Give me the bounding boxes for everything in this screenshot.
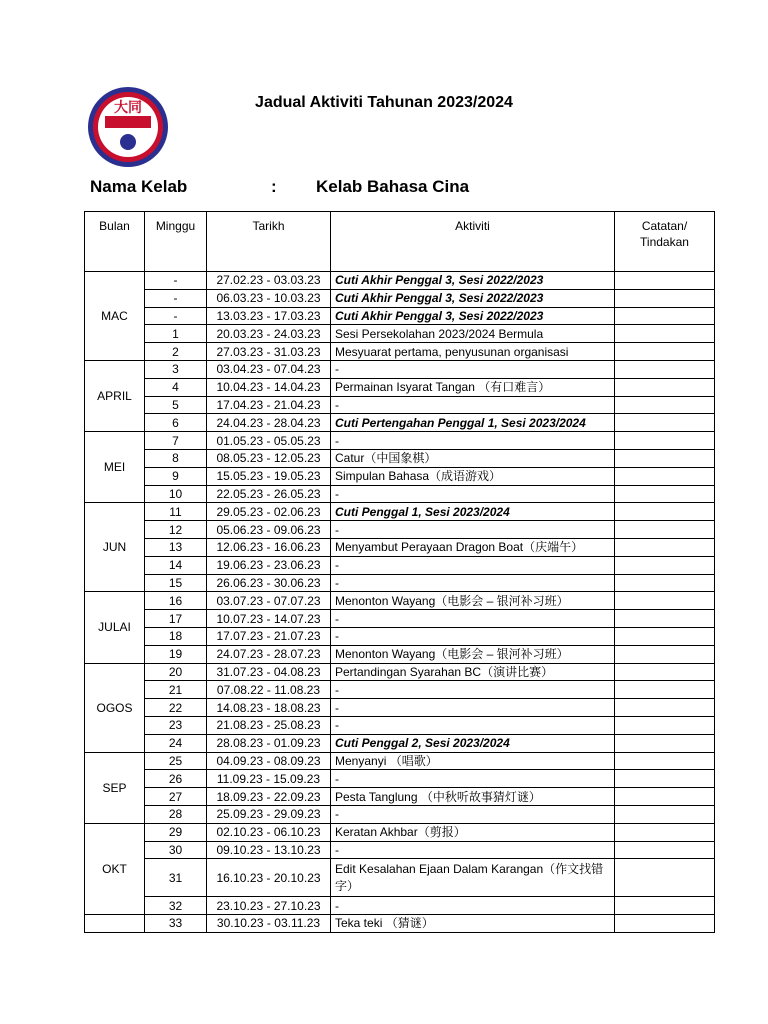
cell-minggu: 29: [145, 823, 207, 841]
table-row: [85, 805, 715, 823]
cell-aktiviti: -: [331, 485, 615, 503]
cell-tarikh: 18.09.23 - 22.09.23: [207, 788, 331, 806]
table-row: [85, 414, 715, 432]
cell-bulan: MEI: [85, 432, 145, 503]
cell-minggu: 6: [145, 414, 207, 432]
cell-aktiviti: -: [331, 396, 615, 414]
cell-aktiviti: -: [331, 805, 615, 823]
cell-aktiviti: Cuti Akhir Penggal 3, Sesi 2022/2023: [331, 289, 615, 307]
cell-aktiviti: Menyambut Perayaan Dragon Boat（庆端午）: [331, 538, 615, 556]
cell-bulan: JULAI: [85, 592, 145, 663]
cell-tarikh: 24.04.23 - 28.04.23: [207, 414, 331, 432]
cell-catatan: [615, 610, 715, 628]
cell-tarikh: 15.05.23 - 19.05.23: [207, 467, 331, 485]
cell-aktiviti: -: [331, 897, 615, 915]
cell-aktiviti: Sesi Persekolahan 2023/2024 Bermula: [331, 325, 615, 343]
cell-aktiviti: Menonton Wayang（电影会 – 银河补习班）: [331, 592, 615, 610]
cell-minggu: 23: [145, 716, 207, 734]
cell-tarikh: 10.07.23 - 14.07.23: [207, 610, 331, 628]
cell-minggu: 18: [145, 627, 207, 645]
cell-catatan: [615, 289, 715, 307]
cell-minggu: 10: [145, 485, 207, 503]
table-row: [85, 897, 715, 915]
cell-catatan: [615, 645, 715, 663]
cell-tarikh: 01.05.23 - 05.05.23: [207, 432, 331, 450]
header-catatan-line1: Catatan/: [641, 219, 688, 233]
cell-tarikh: 10.04.23 - 14.04.23: [207, 378, 331, 396]
cell-catatan: [615, 521, 715, 539]
cell-catatan: [615, 663, 715, 681]
table-row: [85, 360, 715, 378]
table-row: [85, 538, 715, 556]
cell-minggu: 27: [145, 788, 207, 806]
cell-aktiviti: -: [331, 521, 615, 539]
cell-catatan: [615, 752, 715, 770]
cell-aktiviti: -: [331, 770, 615, 788]
cell-aktiviti: -: [331, 432, 615, 450]
cell-tarikh: 11.09.23 - 15.09.23: [207, 770, 331, 788]
cell-aktiviti: -: [331, 556, 615, 574]
cell-tarikh: 08.05.23 - 12.05.23: [207, 449, 331, 467]
table-row: [85, 770, 715, 788]
cell-tarikh: 20.03.23 - 24.03.23: [207, 325, 331, 343]
cell-tarikh: 19.06.23 - 23.06.23: [207, 556, 331, 574]
cell-minggu: 25: [145, 752, 207, 770]
cell-aktiviti: Cuti Akhir Penggal 3, Sesi 2022/2023: [331, 307, 615, 325]
header-tarikh: Tarikh: [207, 212, 331, 272]
cell-catatan: [615, 681, 715, 699]
cell-aktiviti: Mesyuarat pertama, penyusunan organisasi: [331, 343, 615, 361]
schedule-table: [84, 211, 715, 933]
cell-tarikh: 04.09.23 - 08.09.23: [207, 752, 331, 770]
table-row: [85, 307, 715, 325]
cell-catatan: [615, 805, 715, 823]
cell-catatan: [615, 449, 715, 467]
table-row: [85, 645, 715, 663]
cell-minggu: 12: [145, 521, 207, 539]
cell-minggu: 20: [145, 663, 207, 681]
table-row: [85, 272, 715, 290]
cell-aktiviti: Edit Kesalahan Ejaan Dalam Karangan（作文找错字）: [331, 859, 615, 897]
cell-aktiviti: -: [331, 627, 615, 645]
table-row: [85, 627, 715, 645]
table-row: [85, 841, 715, 859]
cell-minggu: 9: [145, 467, 207, 485]
header-catatan: [615, 212, 715, 272]
table-row: [85, 610, 715, 628]
table-row: [85, 432, 715, 450]
cell-aktiviti: Pesta Tanglung （中秋听故事猜灯谜）: [331, 788, 615, 806]
table-row: [85, 592, 715, 610]
table-row: [85, 681, 715, 699]
cell-minggu: 30: [145, 841, 207, 859]
cell-catatan: [615, 841, 715, 859]
cell-aktiviti: -: [331, 610, 615, 628]
cell-catatan: [615, 574, 715, 592]
cell-minggu: 2: [145, 343, 207, 361]
table-row: [85, 699, 715, 717]
cell-minggu: 16: [145, 592, 207, 610]
cell-tarikh: 13.03.23 - 17.03.23: [207, 307, 331, 325]
table-row: [85, 556, 715, 574]
table-row: [85, 396, 715, 414]
cell-catatan: [615, 360, 715, 378]
cell-tarikh: 31.07.23 - 04.08.23: [207, 663, 331, 681]
cell-tarikh: 24.07.23 - 28.07.23: [207, 645, 331, 663]
cell-tarikh: 22.05.23 - 26.05.23: [207, 485, 331, 503]
cell-minggu: -: [145, 289, 207, 307]
cell-tarikh: 05.06.23 - 09.06.23: [207, 521, 331, 539]
cell-catatan: [615, 770, 715, 788]
cell-catatan: [615, 897, 715, 915]
cell-minggu: 19: [145, 645, 207, 663]
cell-catatan: [615, 467, 715, 485]
table-row: [85, 574, 715, 592]
cell-aktiviti: Simpulan Bahasa（成语游戏）: [331, 467, 615, 485]
header-minggu: Minggu: [145, 212, 207, 272]
cell-aktiviti: -: [331, 360, 615, 378]
cell-tarikh: 03.04.23 - 07.04.23: [207, 360, 331, 378]
cell-bulan: APRIL: [85, 360, 145, 431]
cell-minggu: 21: [145, 681, 207, 699]
header-aktiviti: Aktiviti: [331, 212, 615, 272]
cell-catatan: [615, 627, 715, 645]
cell-aktiviti: Cuti Penggal 2, Sesi 2023/2024: [331, 734, 615, 752]
cell-bulan: [85, 915, 145, 933]
cell-tarikh: 06.03.23 - 10.03.23: [207, 289, 331, 307]
cell-minggu: 4: [145, 378, 207, 396]
cell-catatan: [615, 378, 715, 396]
cell-tarikh: 21.08.23 - 25.08.23: [207, 716, 331, 734]
cell-bulan: MAC: [85, 272, 145, 361]
cell-minggu: 5: [145, 396, 207, 414]
page-title: Jadual Aktiviti Tahunan 2023/2024: [255, 94, 513, 111]
table-row: [85, 859, 715, 897]
cell-catatan: [615, 272, 715, 290]
cell-tarikh: 25.09.23 - 29.09.23: [207, 805, 331, 823]
cell-aktiviti: Keratan Akhbar（剪报）: [331, 823, 615, 841]
cell-aktiviti: Cuti Akhir Penggal 3, Sesi 2022/2023: [331, 272, 615, 290]
table-row: [85, 521, 715, 539]
cell-minggu: 1: [145, 325, 207, 343]
cell-aktiviti: Pertandingan Syarahan BC（演讲比赛）: [331, 663, 615, 681]
cell-catatan: [615, 823, 715, 841]
table-header-row: [85, 212, 715, 272]
cell-catatan: [615, 915, 715, 933]
cell-minggu: 8: [145, 449, 207, 467]
club-name: Kelab Bahasa Cina: [316, 177, 470, 196]
cell-tarikh: 26.06.23 - 30.06.23: [207, 574, 331, 592]
cell-aktiviti: -: [331, 681, 615, 699]
cell-tarikh: 28.08.23 - 01.09.23: [207, 734, 331, 752]
cell-catatan: [615, 788, 715, 806]
header-catatan-line2: Tindakan: [640, 235, 689, 249]
cell-aktiviti: Catur（中国象棋）: [331, 449, 615, 467]
table-row: [85, 788, 715, 806]
table-row: [85, 289, 715, 307]
table-row: [85, 915, 715, 933]
cell-catatan: [615, 396, 715, 414]
cell-bulan: OGOS: [85, 663, 145, 752]
cell-tarikh: 29.05.23 - 02.06.23: [207, 503, 331, 521]
cell-minggu: 31: [145, 859, 207, 897]
cell-tarikh: 27.03.23 - 31.03.23: [207, 343, 331, 361]
table-row: [85, 823, 715, 841]
table-row: [85, 734, 715, 752]
club-label: Nama Kelab: [90, 177, 188, 196]
table-row: [85, 449, 715, 467]
cell-catatan: [615, 503, 715, 521]
cell-bulan: JUN: [85, 503, 145, 592]
logo-text: 大同: [114, 100, 142, 116]
cell-tarikh: 27.02.23 - 03.03.23: [207, 272, 331, 290]
cell-minggu: -: [145, 307, 207, 325]
cell-catatan: [615, 734, 715, 752]
cell-aktiviti: -: [331, 574, 615, 592]
table-row: [85, 467, 715, 485]
cell-tarikh: 12.06.23 - 16.06.23: [207, 538, 331, 556]
cell-minggu: 22: [145, 699, 207, 717]
table-row: [85, 325, 715, 343]
cell-tarikh: 16.10.23 - 20.10.23: [207, 859, 331, 897]
cell-minggu: 17: [145, 610, 207, 628]
club-colon: :: [271, 177, 277, 196]
cell-catatan: [615, 485, 715, 503]
table-row: [85, 378, 715, 396]
cell-catatan: [615, 556, 715, 574]
cell-minggu: 7: [145, 432, 207, 450]
cell-catatan: [615, 414, 715, 432]
cell-aktiviti: Menonton Wayang（电影会 – 银河补习班）: [331, 645, 615, 663]
cell-bulan: SEP: [85, 752, 145, 823]
cell-minggu: 33: [145, 915, 207, 933]
table-row: [85, 485, 715, 503]
cell-catatan: [615, 538, 715, 556]
cell-catatan: [615, 325, 715, 343]
cell-minggu: 11: [145, 503, 207, 521]
table-body: [85, 272, 715, 933]
cell-tarikh: 23.10.23 - 27.10.23: [207, 897, 331, 915]
cell-aktiviti: Cuti Pertengahan Penggal 1, Sesi 2023/2024: [331, 414, 615, 432]
cell-minggu: -: [145, 272, 207, 290]
cell-catatan: [615, 699, 715, 717]
cell-aktiviti: Permainan Isyarat Tangan （有口难言）: [331, 378, 615, 396]
cell-tarikh: 14.08.23 - 18.08.23: [207, 699, 331, 717]
cell-bulan: OKT: [85, 823, 145, 914]
cell-tarikh: 17.04.23 - 21.04.23: [207, 396, 331, 414]
cell-aktiviti: -: [331, 699, 615, 717]
cell-aktiviti: Menyanyi （唱歌）: [331, 752, 615, 770]
cell-minggu: 3: [145, 360, 207, 378]
cell-catatan: [615, 716, 715, 734]
cell-tarikh: 17.07.23 - 21.07.23: [207, 627, 331, 645]
cell-aktiviti: Teka teki （猜谜）: [331, 915, 615, 933]
cell-tarikh: 09.10.23 - 13.10.23: [207, 841, 331, 859]
header-bulan: Bulan: [85, 212, 145, 272]
cell-catatan: [615, 592, 715, 610]
cell-catatan: [615, 307, 715, 325]
cell-minggu: 14: [145, 556, 207, 574]
cell-tarikh: 03.07.23 - 07.07.23: [207, 592, 331, 610]
cell-catatan: [615, 343, 715, 361]
cell-aktiviti: Cuti Penggal 1, Sesi 2023/2024: [331, 503, 615, 521]
cell-minggu: 26: [145, 770, 207, 788]
cell-catatan: [615, 859, 715, 897]
cell-minggu: 32: [145, 897, 207, 915]
cell-tarikh: 02.10.23 - 06.10.23: [207, 823, 331, 841]
cell-minggu: 24: [145, 734, 207, 752]
cell-catatan: [615, 432, 715, 450]
table-row: [85, 752, 715, 770]
cell-minggu: 13: [145, 538, 207, 556]
cell-tarikh: 07.08.22 - 11.08.23: [207, 681, 331, 699]
cell-aktiviti: -: [331, 841, 615, 859]
table-row: [85, 716, 715, 734]
table-row: [85, 343, 715, 361]
table-row: [85, 663, 715, 681]
cell-tarikh: 30.10.23 - 03.11.23: [207, 915, 331, 933]
cell-minggu: 15: [145, 574, 207, 592]
cell-minggu: 28: [145, 805, 207, 823]
table-row: [85, 503, 715, 521]
cell-aktiviti: -: [331, 716, 615, 734]
